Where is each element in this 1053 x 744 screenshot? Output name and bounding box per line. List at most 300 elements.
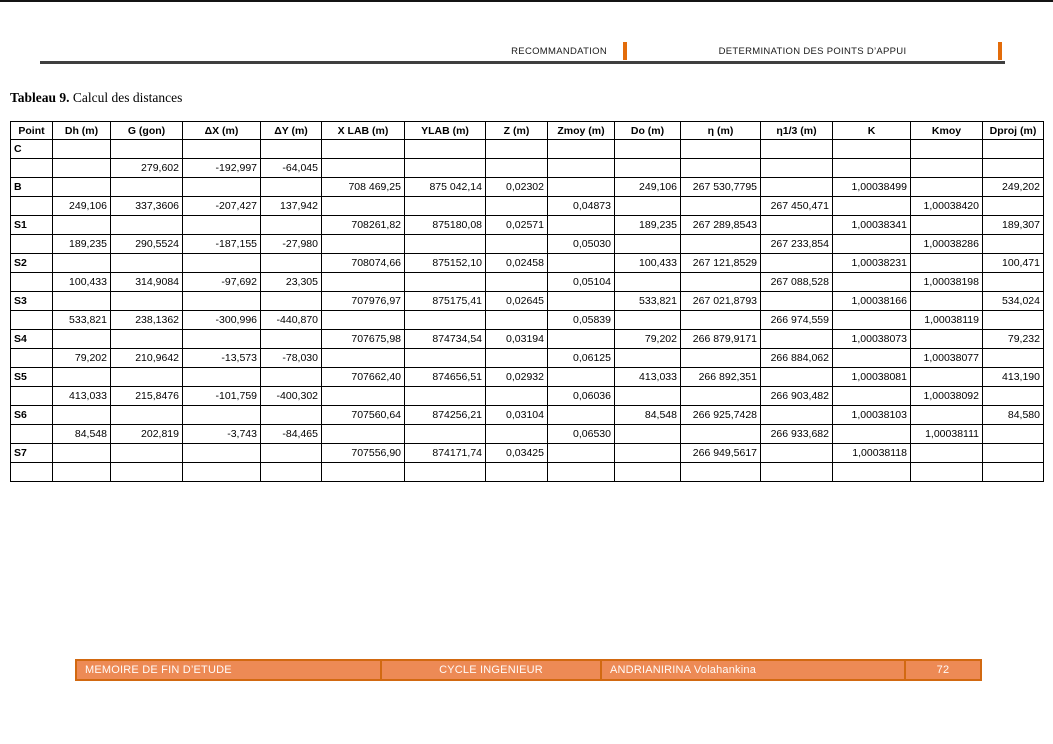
value-cell: 533,821	[615, 292, 681, 311]
value-cell	[486, 140, 548, 159]
value-cell: 266 933,682	[761, 425, 833, 444]
value-cell	[548, 406, 615, 425]
value-cell	[548, 254, 615, 273]
table-row	[11, 425, 1044, 444]
value-cell	[833, 387, 911, 406]
value-cell: 266 903,482	[761, 387, 833, 406]
table-row	[11, 387, 1044, 406]
value-cell	[548, 444, 615, 463]
value-cell: 0,06036	[548, 387, 615, 406]
value-cell	[53, 292, 111, 311]
value-cell: 708074,66	[322, 254, 405, 273]
value-cell	[983, 159, 1044, 178]
header-end-bar	[998, 42, 1002, 60]
value-cell	[261, 463, 322, 482]
value-cell: 1,00038111	[911, 425, 983, 444]
value-cell	[486, 425, 548, 444]
table-row	[11, 140, 1044, 159]
value-cell	[405, 273, 486, 292]
value-cell: 0,05839	[548, 311, 615, 330]
value-cell	[983, 311, 1044, 330]
value-cell: 0,02302	[486, 178, 548, 197]
value-cell	[183, 444, 261, 463]
value-cell: 84,580	[983, 406, 1044, 425]
value-cell	[405, 349, 486, 368]
value-cell	[322, 197, 405, 216]
table-row	[11, 235, 1044, 254]
page-header	[40, 42, 1002, 60]
value-cell: 79,232	[983, 330, 1044, 349]
value-cell	[681, 197, 761, 216]
footer-cell-cycle: CYCLE INGENIEUR	[380, 661, 600, 679]
value-cell	[261, 444, 322, 463]
value-cell	[53, 178, 111, 197]
table-row	[11, 159, 1044, 178]
point-cell: S5	[11, 368, 53, 387]
value-cell: 215,8476	[111, 387, 183, 406]
value-cell	[761, 140, 833, 159]
value-cell: 23,305	[261, 273, 322, 292]
value-cell	[681, 273, 761, 292]
value-cell: 707675,98	[322, 330, 405, 349]
value-cell: 314,9084	[111, 273, 183, 292]
value-cell	[405, 463, 486, 482]
value-cell: -101,759	[183, 387, 261, 406]
point-cell: S3	[11, 292, 53, 311]
column-header: Point	[11, 122, 53, 140]
value-cell	[681, 235, 761, 254]
value-cell: 1,00038119	[911, 311, 983, 330]
point-cell	[11, 273, 53, 292]
value-cell	[615, 159, 681, 178]
value-cell	[53, 444, 111, 463]
value-cell: 413,190	[983, 368, 1044, 387]
value-cell: 267 450,471	[761, 197, 833, 216]
value-cell: 874256,21	[405, 406, 486, 425]
value-cell: 0,05030	[548, 235, 615, 254]
value-cell	[911, 368, 983, 387]
value-cell	[983, 444, 1044, 463]
value-cell: 266 925,7428	[681, 406, 761, 425]
value-cell: 79,202	[615, 330, 681, 349]
value-cell: 279,602	[111, 159, 183, 178]
value-cell: 707662,40	[322, 368, 405, 387]
header-right-label: DETERMINATION DES POINTS D’APPUI	[718, 45, 907, 57]
value-cell: 249,106	[53, 197, 111, 216]
value-cell: 0,04873	[548, 197, 615, 216]
header-section-determination	[627, 42, 998, 60]
value-cell: 100,471	[983, 254, 1044, 273]
table-caption-text: Calcul des distances	[69, 90, 183, 105]
value-cell: 266 949,5617	[681, 444, 761, 463]
point-cell: S7	[11, 444, 53, 463]
table-body	[11, 140, 1044, 482]
value-cell	[405, 235, 486, 254]
value-cell	[615, 273, 681, 292]
value-cell: 79,202	[53, 349, 111, 368]
value-cell	[983, 235, 1044, 254]
value-cell	[405, 159, 486, 178]
value-cell	[911, 178, 983, 197]
value-cell	[983, 387, 1044, 406]
value-cell	[183, 463, 261, 482]
table-caption	[10, 90, 182, 106]
value-cell: 1,00038499	[833, 178, 911, 197]
page-footer	[75, 659, 982, 681]
value-cell: 266 879,9171	[681, 330, 761, 349]
value-cell	[405, 387, 486, 406]
value-cell: 533,821	[53, 311, 111, 330]
footer-cell-memoire: MEMOIRE DE FIN D’ETUDE	[85, 664, 232, 676]
value-cell	[911, 330, 983, 349]
value-cell	[53, 159, 111, 178]
value-cell	[486, 197, 548, 216]
table-row	[11, 197, 1044, 216]
value-cell: 0,03194	[486, 330, 548, 349]
table-row	[11, 349, 1044, 368]
value-cell: 267 021,8793	[681, 292, 761, 311]
value-cell: 267 233,854	[761, 235, 833, 254]
value-cell: -13,573	[183, 349, 261, 368]
column-header: η1/3 (m)	[761, 122, 833, 140]
value-cell	[322, 349, 405, 368]
value-cell	[833, 159, 911, 178]
value-cell	[983, 463, 1044, 482]
column-header: G (gon)	[111, 122, 183, 140]
table-row	[11, 178, 1044, 197]
value-cell	[548, 178, 615, 197]
column-header: X LAB (m)	[322, 122, 405, 140]
column-header: Z (m)	[486, 122, 548, 140]
point-cell: S1	[11, 216, 53, 235]
value-cell: 249,106	[615, 178, 681, 197]
value-cell	[111, 292, 183, 311]
value-cell	[761, 216, 833, 235]
value-cell: 875180,08	[405, 216, 486, 235]
column-header: Zmoy (m)	[548, 122, 615, 140]
table-row	[11, 444, 1044, 463]
value-cell: 707976,97	[322, 292, 405, 311]
value-cell	[405, 425, 486, 444]
value-cell	[183, 254, 261, 273]
value-cell: 189,235	[615, 216, 681, 235]
value-cell	[183, 178, 261, 197]
value-cell	[322, 159, 405, 178]
value-cell: 238,1362	[111, 311, 183, 330]
value-cell: 874734,54	[405, 330, 486, 349]
value-cell: -27,980	[261, 235, 322, 254]
value-cell	[111, 406, 183, 425]
value-cell: 189,235	[53, 235, 111, 254]
value-cell	[548, 159, 615, 178]
distance-table	[10, 121, 1044, 482]
column-header: Kmoy	[911, 122, 983, 140]
value-cell: 0,06530	[548, 425, 615, 444]
value-cell: -3,743	[183, 425, 261, 444]
value-cell	[111, 330, 183, 349]
value-cell	[681, 159, 761, 178]
value-cell: 1,00038103	[833, 406, 911, 425]
value-cell	[681, 349, 761, 368]
value-cell: -440,870	[261, 311, 322, 330]
value-cell: 267 289,8543	[681, 216, 761, 235]
value-cell: 0,06125	[548, 349, 615, 368]
value-cell	[53, 140, 111, 159]
column-header: Dh (m)	[53, 122, 111, 140]
value-cell	[486, 463, 548, 482]
value-cell	[53, 254, 111, 273]
footer-page-number: 72	[904, 661, 980, 679]
table-row	[11, 330, 1044, 349]
table-row	[11, 216, 1044, 235]
header-rule	[40, 61, 1005, 64]
value-cell	[983, 140, 1044, 159]
value-cell	[983, 197, 1044, 216]
value-cell	[833, 463, 911, 482]
value-cell: 0,02932	[486, 368, 548, 387]
value-cell	[615, 444, 681, 463]
value-cell	[261, 406, 322, 425]
value-cell	[405, 197, 486, 216]
point-cell: S2	[11, 254, 53, 273]
value-cell	[53, 216, 111, 235]
value-cell	[681, 463, 761, 482]
value-cell	[911, 463, 983, 482]
value-cell	[833, 425, 911, 444]
point-cell: S6	[11, 406, 53, 425]
table-row	[11, 311, 1044, 330]
value-cell	[615, 140, 681, 159]
value-cell	[983, 273, 1044, 292]
value-cell: 84,548	[615, 406, 681, 425]
value-cell: 0,03104	[486, 406, 548, 425]
value-cell	[681, 311, 761, 330]
value-cell	[183, 330, 261, 349]
value-cell: 266 974,559	[761, 311, 833, 330]
value-cell	[681, 425, 761, 444]
value-cell	[833, 235, 911, 254]
value-cell	[983, 349, 1044, 368]
value-cell	[261, 254, 322, 273]
value-cell	[322, 140, 405, 159]
value-cell	[486, 159, 548, 178]
value-cell: 1,00038077	[911, 349, 983, 368]
value-cell	[761, 159, 833, 178]
value-cell	[111, 254, 183, 273]
point-cell	[11, 235, 53, 254]
point-cell: B	[11, 178, 53, 197]
value-cell	[615, 463, 681, 482]
value-cell: 1,00038420	[911, 197, 983, 216]
point-cell	[11, 197, 53, 216]
value-cell: 84,548	[53, 425, 111, 444]
value-cell: 708 469,25	[322, 178, 405, 197]
value-cell: -64,045	[261, 159, 322, 178]
value-cell	[761, 368, 833, 387]
value-cell	[261, 178, 322, 197]
value-cell: 874171,74	[405, 444, 486, 463]
table-row	[11, 406, 1044, 425]
value-cell	[911, 444, 983, 463]
value-cell: 1,00038198	[911, 273, 983, 292]
value-cell: 267 121,8529	[681, 254, 761, 273]
value-cell: -207,427	[183, 197, 261, 216]
value-cell	[111, 216, 183, 235]
value-cell	[761, 254, 833, 273]
value-cell	[761, 292, 833, 311]
value-cell	[261, 368, 322, 387]
value-cell: -187,155	[183, 235, 261, 254]
value-cell	[486, 311, 548, 330]
value-cell	[833, 311, 911, 330]
value-cell: 413,033	[615, 368, 681, 387]
column-header: ΔY (m)	[261, 122, 322, 140]
value-cell	[911, 140, 983, 159]
value-cell	[405, 140, 486, 159]
column-header: η (m)	[681, 122, 761, 140]
value-cell	[548, 463, 615, 482]
value-cell: 100,433	[615, 254, 681, 273]
value-cell	[53, 463, 111, 482]
value-cell: 0,02571	[486, 216, 548, 235]
value-cell	[681, 387, 761, 406]
value-cell	[681, 140, 761, 159]
value-cell	[53, 406, 111, 425]
point-cell	[11, 387, 53, 406]
value-cell	[322, 425, 405, 444]
value-cell	[261, 140, 322, 159]
value-cell	[322, 273, 405, 292]
value-cell	[548, 330, 615, 349]
value-cell	[261, 330, 322, 349]
table-row	[11, 254, 1044, 273]
value-cell: 337,3606	[111, 197, 183, 216]
value-cell	[183, 292, 261, 311]
value-cell: 202,819	[111, 425, 183, 444]
value-cell	[911, 216, 983, 235]
value-cell	[548, 368, 615, 387]
value-cell: 708261,82	[322, 216, 405, 235]
value-cell: -97,692	[183, 273, 261, 292]
value-cell: 875152,10	[405, 254, 486, 273]
value-cell	[615, 387, 681, 406]
column-header: ΔX (m)	[183, 122, 261, 140]
value-cell	[615, 425, 681, 444]
value-cell	[322, 463, 405, 482]
value-cell	[322, 235, 405, 254]
point-cell: S4	[11, 330, 53, 349]
value-cell	[761, 406, 833, 425]
header-section-recommandation	[40, 42, 623, 60]
value-cell	[261, 292, 322, 311]
value-cell	[183, 368, 261, 387]
value-cell: 1,00038286	[911, 235, 983, 254]
value-cell: 290,5524	[111, 235, 183, 254]
value-cell: 210,9642	[111, 349, 183, 368]
point-cell: C	[11, 140, 53, 159]
column-header: Dproj (m)	[983, 122, 1044, 140]
value-cell	[486, 349, 548, 368]
page-top-edge	[0, 0, 1053, 2]
value-cell	[833, 349, 911, 368]
value-cell: 266 892,351	[681, 368, 761, 387]
value-cell	[615, 235, 681, 254]
value-cell	[548, 140, 615, 159]
value-cell	[911, 406, 983, 425]
value-cell: 875 042,14	[405, 178, 486, 197]
value-cell: 875175,41	[405, 292, 486, 311]
value-cell	[833, 273, 911, 292]
value-cell	[486, 235, 548, 254]
value-cell: 0,02645	[486, 292, 548, 311]
header-left-label: RECOMMANDATION	[511, 45, 607, 57]
point-cell	[11, 159, 53, 178]
value-cell	[548, 216, 615, 235]
value-cell	[911, 292, 983, 311]
point-cell	[11, 311, 53, 330]
value-cell: 1,00038081	[833, 368, 911, 387]
value-cell	[761, 178, 833, 197]
table-row	[11, 292, 1044, 311]
value-cell	[261, 216, 322, 235]
value-cell: -192,997	[183, 159, 261, 178]
value-cell: 0,03425	[486, 444, 548, 463]
value-cell	[615, 197, 681, 216]
value-cell	[833, 140, 911, 159]
value-cell	[761, 330, 833, 349]
value-cell	[111, 463, 183, 482]
value-cell	[183, 216, 261, 235]
value-cell	[983, 425, 1044, 444]
value-cell: 1,00038341	[833, 216, 911, 235]
value-cell: 1,00038166	[833, 292, 911, 311]
value-cell	[111, 140, 183, 159]
value-cell: 1,00038092	[911, 387, 983, 406]
table-caption-number: Tableau 9.	[10, 90, 70, 105]
footer-cell-author: ANDRIANIRINA Volahankina	[600, 661, 904, 679]
column-header: Do (m)	[615, 122, 681, 140]
point-cell	[11, 463, 53, 482]
value-cell: 1,00038073	[833, 330, 911, 349]
value-cell: 267 530,7795	[681, 178, 761, 197]
value-cell: 266 884,062	[761, 349, 833, 368]
value-cell	[322, 387, 405, 406]
value-cell	[405, 311, 486, 330]
value-cell: 249,202	[983, 178, 1044, 197]
value-cell: -300,996	[183, 311, 261, 330]
table-row	[11, 463, 1044, 482]
value-cell: 707556,90	[322, 444, 405, 463]
value-cell: 0,05104	[548, 273, 615, 292]
value-cell	[183, 140, 261, 159]
value-cell	[911, 254, 983, 273]
column-header: YLAB (m)	[405, 122, 486, 140]
value-cell	[322, 311, 405, 330]
value-cell	[615, 311, 681, 330]
value-cell	[111, 178, 183, 197]
value-cell: 534,024	[983, 292, 1044, 311]
value-cell	[911, 159, 983, 178]
table-row	[11, 273, 1044, 292]
value-cell	[183, 406, 261, 425]
value-cell	[486, 273, 548, 292]
value-cell	[833, 197, 911, 216]
value-cell	[548, 292, 615, 311]
value-cell	[761, 463, 833, 482]
value-cell: 137,942	[261, 197, 322, 216]
point-cell	[11, 349, 53, 368]
value-cell: -78,030	[261, 349, 322, 368]
